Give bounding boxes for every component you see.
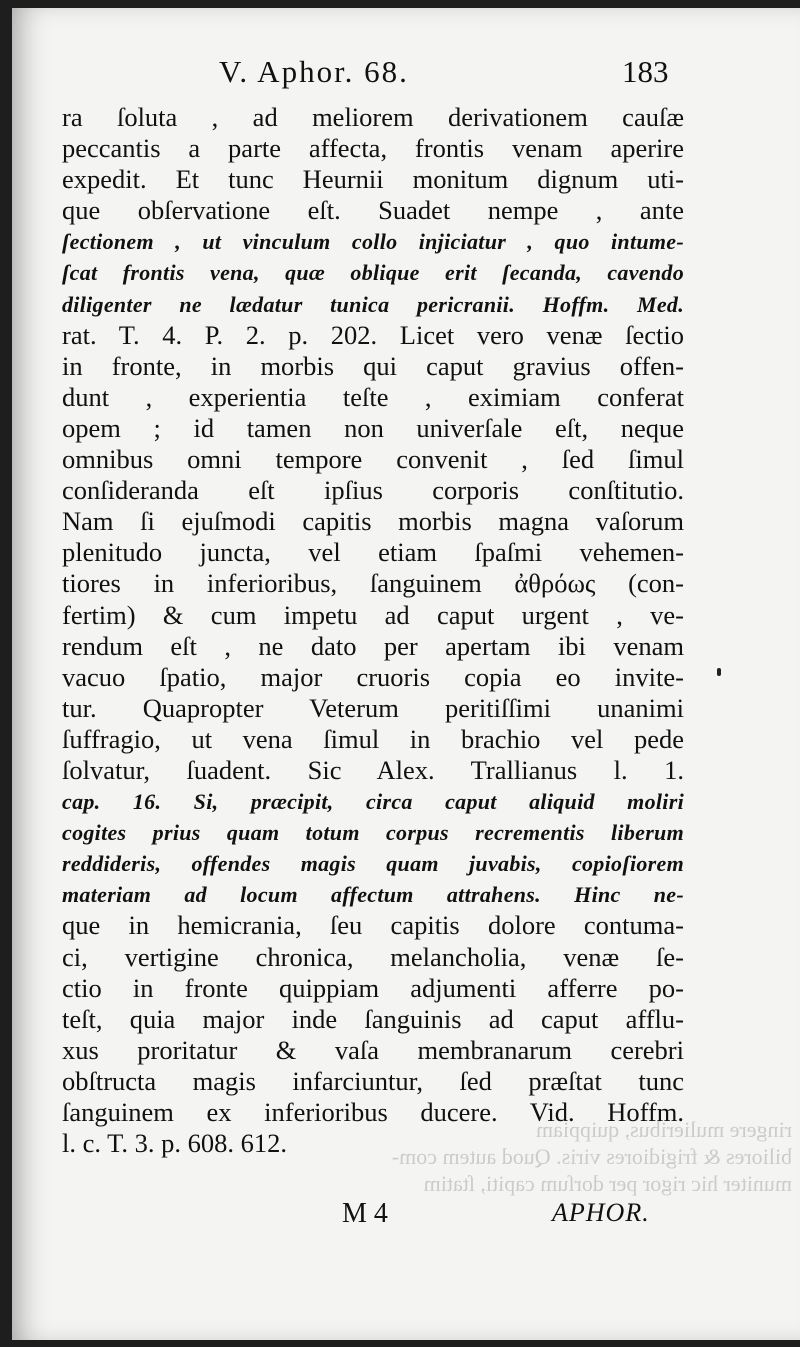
- text-line: vacuo ſpatio, major cruoris copia eo invite-: [62, 661, 684, 692]
- show-through-text: ringere mulieribus, quippiam biliores & frigidiores viris. Quod autem com- muniter hic rigor per dorſum capiti, ſtatim: [391, 1117, 792, 1196]
- text-line: conſideranda eſt ipſius corporis conſtitutio.: [62, 475, 684, 506]
- text-line: ſolvatur, ſuadent. Sic Alex. Trallianus l. 1.: [62, 754, 684, 785]
- text-line: ſanguinem ex inferioribus ducere. Vid. Hoffm.: [62, 1097, 684, 1127]
- text-line: ra ſoluta , ad meliorem derivationem cauſæ: [62, 102, 684, 132]
- catchword: APHOR.: [552, 1198, 650, 1227]
- ink-speck: [717, 668, 721, 676]
- text-line: reddideris, offendes magis quam juvabis, copioſiorem: [62, 851, 684, 877]
- text-line: omnibus omni tempore convenit , ſed ſimul: [62, 444, 684, 475]
- page-footer: [12, 1198, 800, 1238]
- text-line: fertim) & cum impetu ad caput urgent , ve-: [62, 599, 684, 630]
- text-line: ſcat frontis vena, quæ oblique erit ſecanda, cavendo: [62, 260, 684, 286]
- text-line: peccantis a parte affecta, frontis venam aperire: [62, 133, 684, 164]
- text-line: ſuffragio, ut vena ſimul in brachio vel pede: [62, 723, 684, 754]
- text-line: ſectionem , ut vinculum collo injiciatur , quo intume-: [62, 229, 684, 255]
- text-line: teſt, quia major inde ſanguinis ad caput afflu-: [62, 1003, 684, 1034]
- text-line: rat. T. 4. P. 2. p. 202. Licet vero venæ ſectio: [62, 319, 684, 350]
- text-line: ctio in fronte quippiam adjumenti afferre po-: [62, 972, 684, 1003]
- text-line: in fronte, in morbis qui caput gravius offen-: [62, 350, 684, 381]
- text-line: que obſervatione eſt. Suadet nempe , ante: [62, 195, 684, 226]
- text-line: tiores in inferioribus, ſanguinem ἀθρόως (con-: [62, 568, 684, 599]
- text-line: l. c. T. 3. p. 608. 612.: [62, 1128, 287, 1159]
- text-line: diligenter ne lædatur tunica pericranii. Hoffm. Med.: [62, 291, 684, 317]
- page-number: 183: [622, 54, 669, 89]
- text-line: ci, vertigine chronica, melancholia, venæ ſe-: [62, 941, 684, 972]
- text-line: tur. Quapropter Veterum peritiſſimi unanimi: [62, 692, 684, 723]
- text-line: Nam ſi ejuſmodi capitis morbis magna vaſorum: [62, 506, 684, 537]
- text-line: materiam ad locum affectum attrahens. Hinc ne-: [62, 882, 684, 908]
- page-header: [12, 54, 800, 94]
- text-line: expedit. Et tunc Heurnii monitum dignum uti-: [62, 164, 684, 195]
- text-line: cogites prius quam totum corpus recrementis liberum: [62, 820, 684, 846]
- text-line: xus proritatur & vaſa membranarum cerebri: [62, 1034, 684, 1065]
- text-line: cap. 16. Si, præcipit, circa caput aliquid moliri: [62, 789, 684, 815]
- text-line: plenitudo juncta, vel etiam ſpaſmi vehemen-: [62, 537, 684, 568]
- text-line: obſtructa magis infarciuntur, ſed præſtat tunc: [62, 1065, 684, 1096]
- body-text: [62, 102, 684, 1159]
- book-page: [12, 8, 800, 1340]
- text-line: dunt , experientia teſte , eximiam conferat: [62, 381, 684, 412]
- text-line: que in hemicrania, ſeu capitis dolore contuma-: [62, 910, 684, 941]
- signature-mark: M 4: [342, 1198, 388, 1229]
- text-line: rendum eſt , ne dato per apertam ibi venam: [62, 630, 684, 661]
- text-line: opem ; id tamen non univerſale eſt, neque: [62, 412, 684, 443]
- running-head: V. Aphor. 68.: [219, 54, 409, 89]
